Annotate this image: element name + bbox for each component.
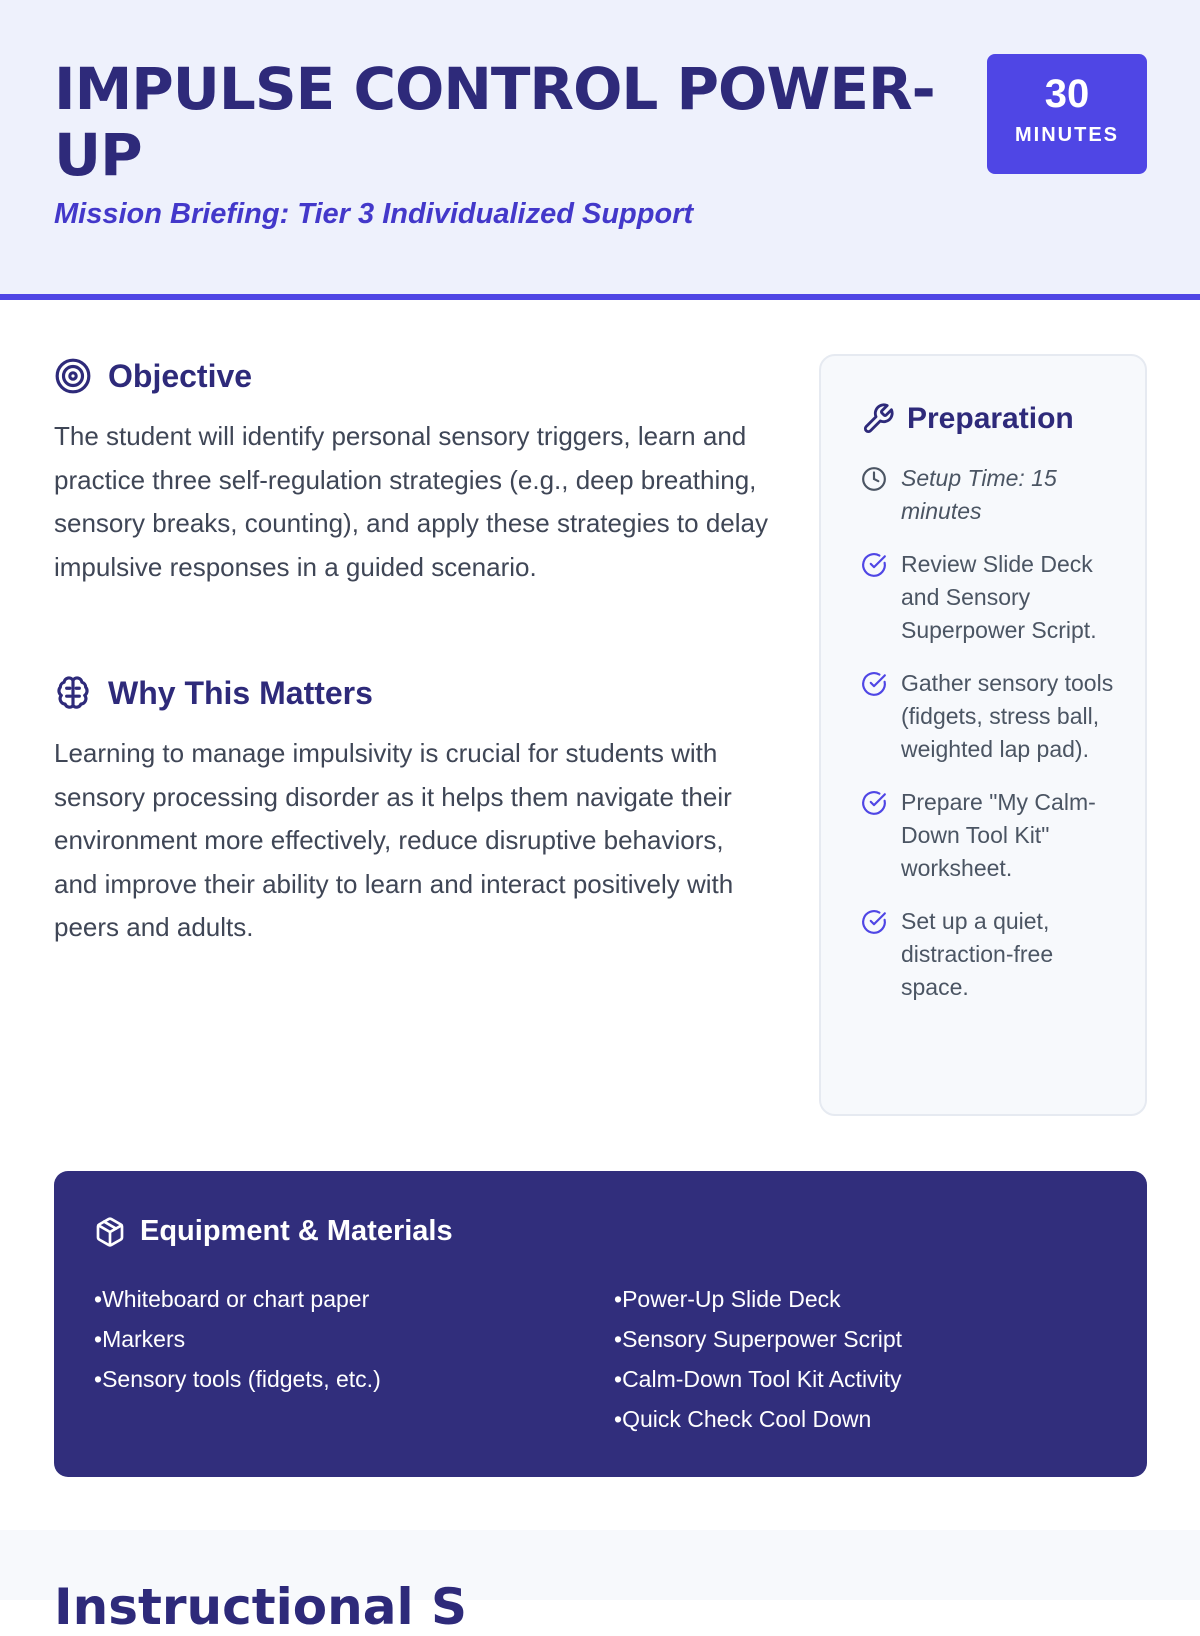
list-item: • Sensory Superpower Script [614, 1319, 902, 1359]
objective-title: Objective [108, 357, 253, 394]
list-item: • Power-Up Slide Deck [614, 1279, 902, 1319]
preparation-item: Gather sensory tools (fidgets, stress ball, weighted lap pad). [901, 670, 1114, 762]
equipment-heading [94, 1215, 453, 1248]
list-item: • Whiteboard or chart paper [94, 1279, 381, 1319]
preparation-card [819, 354, 1147, 1116]
preparation-item: Prepare "My Calm-Down Tool Kit" worksheet. [901, 789, 1096, 881]
why-text: Learning to manage impulsivity is crucial for students with sensory processing disorder as it helps them navigate their environment more effectively, reduce disruptive behaviors, and improve their ability to learn and interact positively with peers and adults. [54, 738, 734, 942]
brain-icon [54, 674, 92, 712]
check-circle-icon [861, 552, 887, 578]
preparation-heading [861, 402, 1074, 436]
duration-value: 30 [1044, 72, 1090, 116]
box-icon [94, 1216, 126, 1248]
equipment-list-left [94, 1279, 381, 1399]
next-section-title: Instructional S [54, 1578, 468, 1636]
why-heading [54, 674, 373, 712]
why-title: Why This Matters [108, 674, 373, 711]
list-item: • Quick Check Cool Down [614, 1399, 902, 1439]
header [0, 0, 1200, 300]
preparation-list [861, 462, 1123, 1024]
preparation-title: Preparation [907, 402, 1074, 435]
clock-icon [861, 466, 887, 492]
objective-text: The student will identify personal sensory triggers, learn and practice three self-regulation strategies (e.g., deep breathing, sensory breaks, counting), and apply these strategies to delay impulsive responses in a guided scenario. [54, 421, 768, 582]
list-item: • Calm-Down Tool Kit Activity [614, 1359, 902, 1399]
duration-badge [987, 54, 1147, 174]
next-section [0, 1530, 1200, 1636]
check-circle-icon [861, 671, 887, 697]
list-item [861, 667, 1123, 766]
duration-unit: MINUTES [1015, 124, 1119, 146]
check-circle-icon [861, 909, 887, 935]
page-title: IMPULSE CONTROL POWER-UP [54, 55, 935, 189]
preparation-item: Review Slide Deck and Sensory Superpower Script. [901, 551, 1097, 643]
list-item [861, 786, 1123, 885]
equipment-title: Equipment & Materials [140, 1215, 453, 1247]
equipment-card [54, 1171, 1147, 1477]
setup-time: Setup Time: 15 minutes [901, 465, 1057, 524]
check-circle-icon [861, 790, 887, 816]
objective-heading [54, 357, 252, 395]
list-item: • Sensory tools (fidgets, etc.) [94, 1359, 381, 1399]
list-item: • Markers [94, 1319, 381, 1359]
wrench-icon [861, 402, 895, 436]
list-item [861, 548, 1123, 647]
list-item [861, 462, 1123, 528]
target-icon [54, 357, 92, 395]
page-subtitle: Mission Briefing: Tier 3 Individualized Support [54, 198, 694, 230]
list-item [861, 905, 1123, 1004]
preparation-item: Set up a quiet, distraction-free space. [901, 908, 1054, 1000]
equipment-list-right [614, 1279, 902, 1439]
